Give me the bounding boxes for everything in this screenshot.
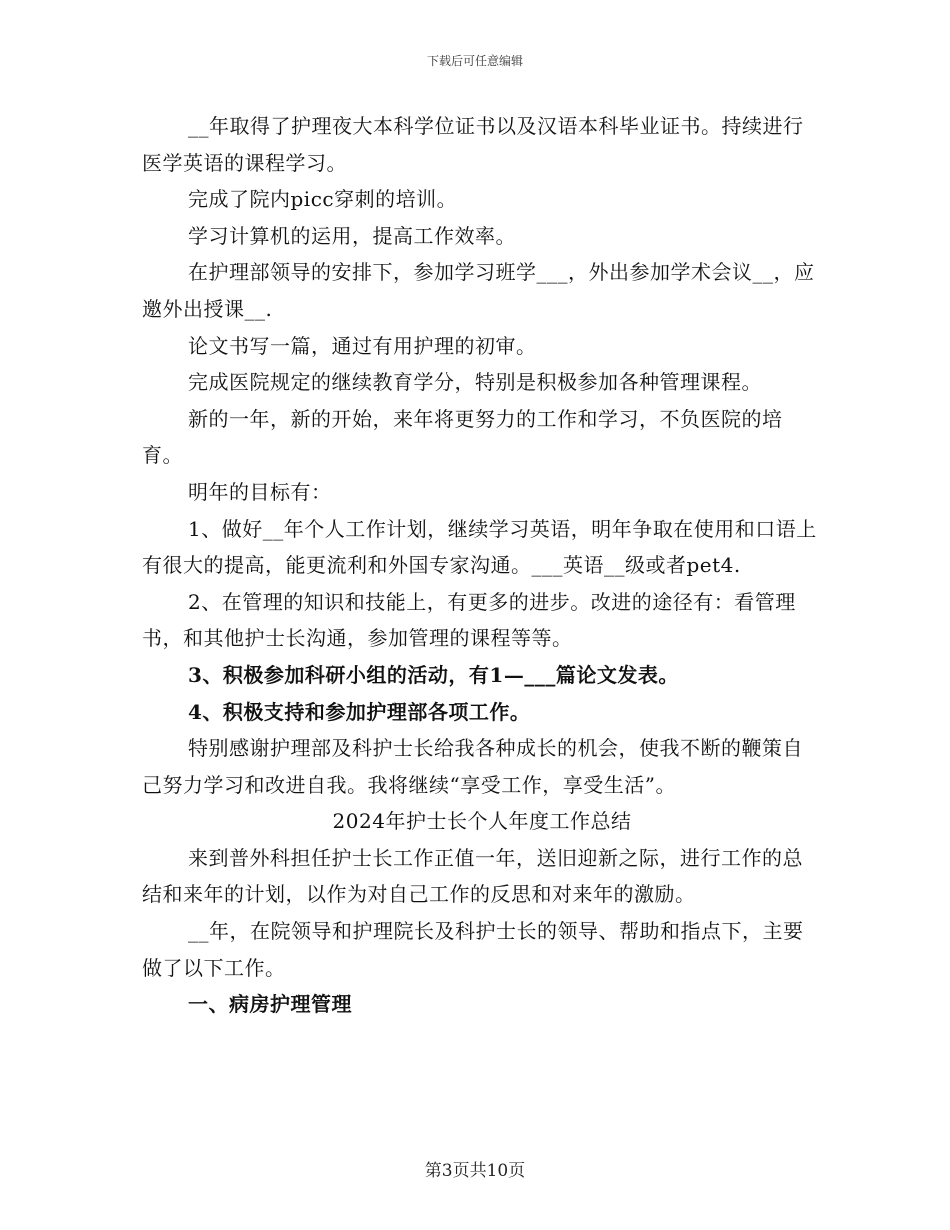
page-footer: 第3页共10页	[424, 1161, 526, 1181]
goal-item-2: 2、在管理的知识和技能上，有更多的进步。改进的途径有：看管理书，和其他护士长沟通，参加管理的课程等等。	[142, 589, 796, 651]
subsection-heading: 一、病房护理管理	[188, 992, 352, 1017]
document-body	[142, 108, 822, 1023]
paragraph: 完成了院内picc穿刺的培训。	[188, 187, 458, 212]
paragraph: __年，在院领导和护理院长及科护士长的领导、帮助和指点下，主要做了以下工作。	[142, 919, 804, 980]
section-title: 2024年护士长个人年度工作总结	[332, 809, 632, 834]
paragraph: 明年的目标有：	[188, 479, 332, 504]
paragraph: __年取得了护理夜大本科学位证书以及汉语本科毕业证书。持续进行医学英语的课程学习。	[142, 114, 804, 175]
paragraph: 新的一年，新的开始，来年将更努力的工作和学习，不负医院的培育。	[142, 406, 783, 468]
goal-item-1: 1、做好__年个人工作计划，继续学习英语，明年争取在使用和口语上有很大的提高，能更流利和外国专家沟通。___英语__级或者pet4.	[142, 516, 817, 578]
paragraph: 学习计算机的运用，提高工作效率。	[188, 223, 516, 248]
goal-item-3: 3、积极参加科研小组的活动，有1—___篇论文发表。	[188, 662, 679, 687]
paragraph: 完成医院规定的继续教育学分，特别是积极参加各种管理课程。	[188, 370, 762, 395]
paragraph: 来到普外科担任护士长工作正值一年，送旧迎新之际，进行工作的总结和来年的计划，以作为对自己工作的反思和对来年的激励。	[142, 845, 803, 907]
paragraph: 特别感谢护理部及科护士长给我各种成长的机会，使我不断的鞭策自己努力学习和改进自我。我将继续“享受工作，享受生活”。	[142, 736, 803, 797]
paragraph: 论文书写一篇，通过有用护理的初审。	[188, 333, 537, 358]
goal-item-4: 4、积极支持和参加护理部各项工作。	[188, 699, 531, 724]
page-header: 下载后可任意编辑	[426, 54, 523, 68]
paragraph: 在护理部领导的安排下，参加学习班学___，外出参加学术会议__，应邀外出授课__.	[142, 260, 815, 321]
